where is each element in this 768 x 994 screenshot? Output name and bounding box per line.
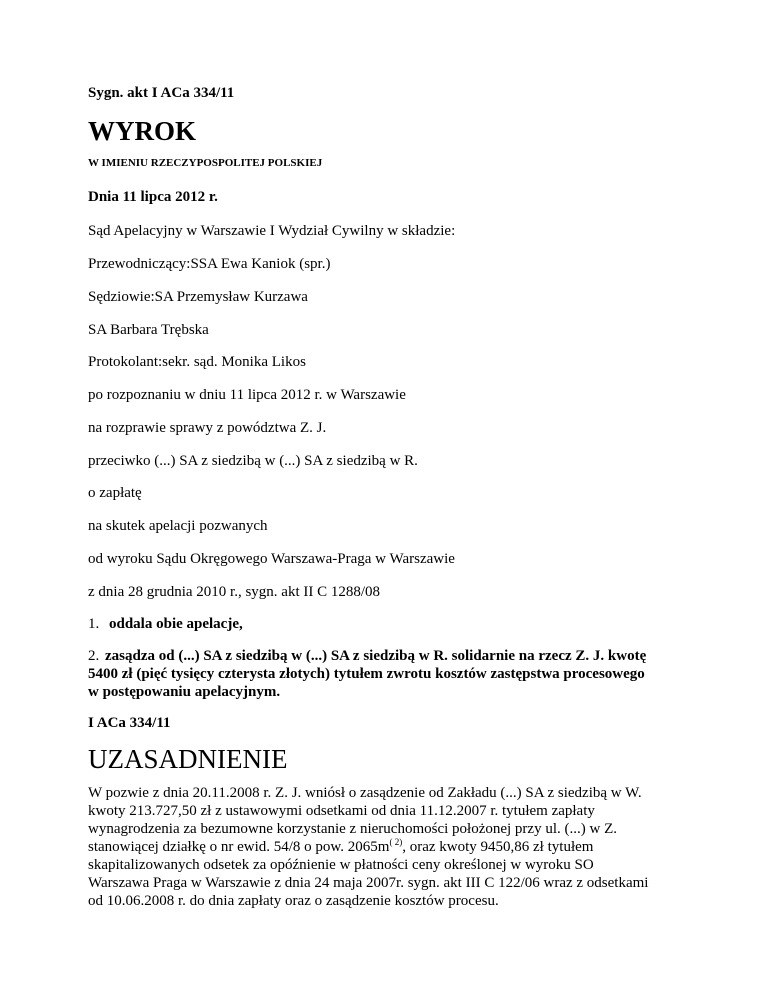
case-number-2: I ACa 334/11 <box>88 715 171 731</box>
justification-line: stanowiącej działkę o nr ewid. 54/8 o pow. $2065m^{( 2)}$, oraz kwoty 9450,86 zł tytułem <box>88 837 594 855</box>
ruling-item-2-line: 5400 zł (pięć tysięcy czterysta złotych) tytułem zwrotu kosztów zastępstwa procesowego <box>88 666 645 682</box>
case-number: Sygn. akt I ACa 334/11 <box>88 85 235 101</box>
justification-line: skapitalizowanych odsetek za opóźnienie w płatności ceny określonej w wyroku SO <box>88 857 594 873</box>
document-subtitle: W IMIENIU RZECZYPOSPOLITEJ POLSKIEJ <box>88 157 323 169</box>
second-judge: SA Barbara Trębska <box>88 322 209 338</box>
ruling-item-1-text: oddala obie apelacje, <box>109 616 243 632</box>
superscript-marker: ( 2) <box>389 837 403 847</box>
court-composition: Sąd Apelacyjny w Warszawie I Wydział Cywilny w składzie: <box>88 223 456 239</box>
hearing-line: po rozpoznaniu w dniu 11 lipca 2012 r. w Warszawie <box>88 387 406 403</box>
ruling-item-2-line: 2. zasądza od (...) SA z siedzibą w (...) SA z siedzibą w R. solidarnie na rzecz Z. J. kwotę <box>88 648 647 664</box>
ruling-item-1 <box>88 615 243 633</box>
appeal-line: na skutek apelacji pozwanych <box>88 518 268 534</box>
ruling-item-2-number: 2. <box>88 648 100 664</box>
document-title: WYROK <box>88 116 196 146</box>
justification-line: W pozwie z dnia 20.11.2008 r. Z. J. wniósł o zasądzenie od Zakładu (...) SA z siedzibą w W. <box>88 785 642 801</box>
ruling-item-2-line: w postępowaniu apelacyjnym. <box>88 684 281 700</box>
justification-line: wynagrodzenia za bezumowne korzystanie z nieruchomości położonej przy ul. (...) w Z. <box>88 821 617 837</box>
defendants-line: przeciwko (...) SA z siedzibą w (...) SA z siedzibą w R. <box>88 453 418 469</box>
justification-title: UZASADNIENIE <box>88 744 288 774</box>
judgment-date-line: z dnia 28 grudnia 2010 r., sygn. akt II C 1288/08 <box>88 584 381 600</box>
judges-line: Sędziowie:SA Przemysław Kurzawa <box>88 289 308 305</box>
ruling-item-2 <box>88 647 678 701</box>
justification-line: Warszawa Praga w Warszawie z dnia 24 maja 2007r. sygn. akt III C 122/06 wraz z odsetkami <box>88 875 649 891</box>
justification-line: kwoty 213.727,50 zł z ustawowymi odsetkami od dnia 11.12.2007 r. tytułem zapłaty <box>88 803 595 819</box>
from-judgment-line: od wyroku Sądu Okręgowego Warszawa-Praga w Warszawie <box>88 551 455 567</box>
case-line: na rozprawie sprawy z powództwa Z. J. <box>88 420 327 436</box>
judgment-date: Dnia 11 lipca 2012 r. <box>88 189 218 205</box>
ruling-item-1-number: 1. <box>88 616 100 632</box>
justification-line: od 10.06.2008 r. do dnia zapłaty oraz o zasądzenie kosztów procesu. <box>88 893 499 909</box>
presiding-judge: Przewodniczący:SSA Ewa Kaniok (spr.) <box>88 256 331 272</box>
clerk-line: Protokolant:sekr. sąd. Monika Likos <box>88 354 306 370</box>
subject-line: o zapłatę <box>88 485 142 501</box>
justification-paragraph <box>88 784 678 910</box>
